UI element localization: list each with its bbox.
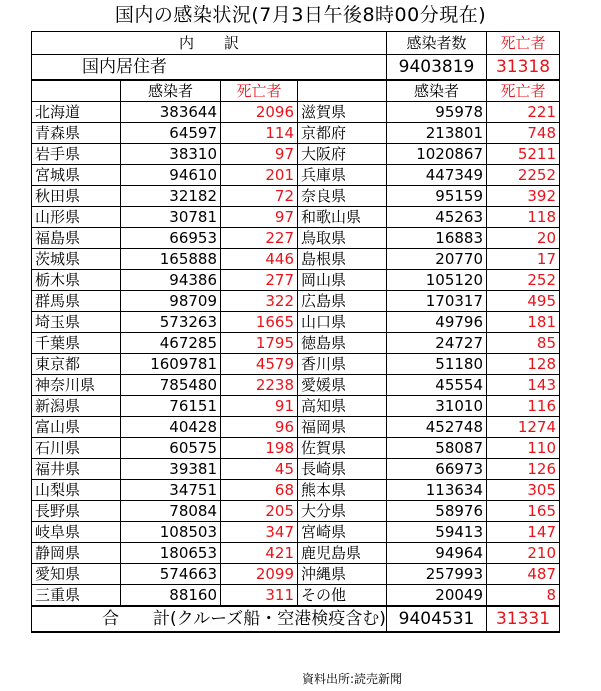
infected-count: 94610 — [121, 165, 221, 186]
prefecture-name: 岩手県 — [32, 144, 121, 165]
prefecture-name: 静岡県 — [32, 543, 121, 564]
death-count: 126 — [487, 459, 560, 480]
death-count: 1665 — [221, 312, 298, 333]
death-count: 487 — [487, 564, 560, 585]
death-count: 147 — [487, 522, 560, 543]
prefecture-name: 富山県 — [32, 417, 121, 438]
infected-count: 1020867 — [387, 144, 487, 165]
infected-count-header: 感染者数 — [387, 32, 487, 55]
table-row — [32, 564, 560, 585]
infected-count: 447349 — [387, 165, 487, 186]
prefecture-name: 秋田県 — [32, 186, 121, 207]
prefecture-name: 福岡県 — [298, 417, 387, 438]
death-count: 8 — [487, 585, 560, 607]
residents-infected: 9403819 — [387, 55, 487, 81]
prefecture-name: 山口県 — [298, 312, 387, 333]
infected-count: 31010 — [387, 396, 487, 417]
prefecture-name: 新潟県 — [32, 396, 121, 417]
infected-count: 45554 — [387, 375, 487, 396]
prefecture-name: 栃木県 — [32, 270, 121, 291]
infected-count: 94964 — [387, 543, 487, 564]
prefecture-name: 東京都 — [32, 354, 121, 375]
death-count: 96 — [221, 417, 298, 438]
death-count: 97 — [221, 207, 298, 228]
prefecture-name: その他 — [298, 585, 387, 607]
death-count: 20 — [487, 228, 560, 249]
prefecture-name: 石川県 — [32, 438, 121, 459]
infected-count: 24727 — [387, 333, 487, 354]
prefecture-name: 宮崎県 — [298, 522, 387, 543]
prefecture-name: 千葉県 — [32, 333, 121, 354]
total-section — [32, 606, 560, 632]
prefecture-name: 埼玉県 — [32, 312, 121, 333]
infected-count: 66953 — [121, 228, 221, 249]
death-count: 116 — [487, 396, 560, 417]
death-count: 311 — [221, 585, 298, 607]
death-count: 392 — [487, 186, 560, 207]
infection-table-body — [32, 32, 560, 607]
death-count: 4579 — [221, 354, 298, 375]
infected-count: 108503 — [121, 522, 221, 543]
death-count: 97 — [221, 144, 298, 165]
prefecture-name: 滋賀県 — [298, 102, 387, 123]
infected-count: 49796 — [387, 312, 487, 333]
prefecture-name: 長野県 — [32, 501, 121, 522]
death-count: 181 — [487, 312, 560, 333]
death-count: 1795 — [221, 333, 298, 354]
table-row — [32, 585, 560, 607]
header-row-breakdown — [32, 32, 560, 55]
death-count: 91 — [221, 396, 298, 417]
prefecture-name: 福井県 — [32, 459, 121, 480]
infected-count: 467285 — [121, 333, 221, 354]
infected-count: 20770 — [387, 249, 487, 270]
table-row — [32, 396, 560, 417]
death-count: 748 — [487, 123, 560, 144]
col-deaths-left: 死亡者 — [221, 80, 298, 102]
prefecture-name: 高知県 — [298, 396, 387, 417]
table-row — [32, 228, 560, 249]
death-count: 45 — [221, 459, 298, 480]
total-infected: 9404531 — [387, 606, 487, 632]
infected-count: 98709 — [121, 291, 221, 312]
infected-count: 94386 — [121, 270, 221, 291]
infected-count: 32182 — [121, 186, 221, 207]
prefecture-name: 島根県 — [298, 249, 387, 270]
infected-count: 58087 — [387, 438, 487, 459]
total-deaths: 31331 — [487, 606, 560, 632]
table-row — [32, 165, 560, 186]
death-count: 68 — [221, 480, 298, 501]
table-row — [32, 333, 560, 354]
death-count: 201 — [221, 165, 298, 186]
death-count: 305 — [487, 480, 560, 501]
death-count: 421 — [221, 543, 298, 564]
table-row — [32, 354, 560, 375]
total-row — [32, 606, 560, 632]
col-infected-left: 感染者 — [121, 80, 221, 102]
death-count: 128 — [487, 354, 560, 375]
death-count: 198 — [221, 438, 298, 459]
death-count: 2238 — [221, 375, 298, 396]
prefecture-name: 鳥取県 — [298, 228, 387, 249]
death-count: 5211 — [487, 144, 560, 165]
death-count: 85 — [487, 333, 560, 354]
death-count: 252 — [487, 270, 560, 291]
infected-count: 20049 — [387, 585, 487, 607]
infected-count: 785480 — [121, 375, 221, 396]
infected-count: 66973 — [387, 459, 487, 480]
infected-count: 257993 — [387, 564, 487, 585]
table-row — [32, 291, 560, 312]
prefecture-name: 佐賀県 — [298, 438, 387, 459]
prefecture-name: 大分県 — [298, 501, 387, 522]
death-count: 165 — [487, 501, 560, 522]
death-count: 205 — [221, 501, 298, 522]
prefecture-name: 愛知県 — [32, 564, 121, 585]
table-row — [32, 144, 560, 165]
table-row — [32, 186, 560, 207]
infected-count: 78084 — [121, 501, 221, 522]
prefecture-name: 広島県 — [298, 291, 387, 312]
column-header-row — [32, 80, 560, 102]
infected-count: 213801 — [387, 123, 487, 144]
residents-row — [32, 55, 560, 81]
table-row — [32, 522, 560, 543]
death-count: 114 — [221, 123, 298, 144]
death-count: 210 — [487, 543, 560, 564]
table-row — [32, 480, 560, 501]
prefecture-name: 群馬県 — [32, 291, 121, 312]
infected-count: 64597 — [121, 123, 221, 144]
death-count: 143 — [487, 375, 560, 396]
prefecture-name: 宮城県 — [32, 165, 121, 186]
infected-count: 383644 — [121, 102, 221, 123]
death-count: 1274 — [487, 417, 560, 438]
death-count: 2252 — [487, 165, 560, 186]
table-row — [32, 459, 560, 480]
infected-count: 40428 — [121, 417, 221, 438]
death-count: 221 — [487, 102, 560, 123]
prefecture-name: 岐阜県 — [32, 522, 121, 543]
prefecture-name: 山梨県 — [32, 480, 121, 501]
infected-count: 45263 — [387, 207, 487, 228]
infected-count: 95978 — [387, 102, 487, 123]
death-count: 322 — [221, 291, 298, 312]
infected-count: 38310 — [121, 144, 221, 165]
table-row — [32, 207, 560, 228]
prefecture-name: 岡山県 — [298, 270, 387, 291]
infected-count: 1609781 — [121, 354, 221, 375]
prefecture-name: 徳島県 — [298, 333, 387, 354]
infected-count: 180653 — [121, 543, 221, 564]
page-title: 国内の感染状況(7月3日午後8時00分現在) — [114, 4, 487, 26]
death-count: 446 — [221, 249, 298, 270]
table-row — [32, 417, 560, 438]
col-infected-right: 感染者 — [387, 80, 487, 102]
prefecture-name: 福島県 — [32, 228, 121, 249]
prefecture-name: 香川県 — [298, 354, 387, 375]
infected-count: 95159 — [387, 186, 487, 207]
prefecture-name: 山形県 — [32, 207, 121, 228]
prefecture-name: 京都府 — [298, 123, 387, 144]
infected-count: 573263 — [121, 312, 221, 333]
infected-count: 452748 — [387, 417, 487, 438]
table-row — [32, 249, 560, 270]
infected-count: 574663 — [121, 564, 221, 585]
death-count: 277 — [221, 270, 298, 291]
col-deaths-right: 死亡者 — [487, 80, 560, 102]
prefecture-name: 兵庫県 — [298, 165, 387, 186]
prefecture-name: 茨城県 — [32, 249, 121, 270]
total-label: 合 計(クルーズ船・空港検疫含む) — [32, 606, 387, 632]
table-row — [32, 102, 560, 123]
prefecture-name: 三重県 — [32, 585, 121, 607]
infected-count: 165888 — [121, 249, 221, 270]
prefecture-name: 沖縄県 — [298, 564, 387, 585]
infected-count: 30781 — [121, 207, 221, 228]
table-row — [32, 270, 560, 291]
infected-count: 34751 — [121, 480, 221, 501]
prefecture-name: 熊本県 — [298, 480, 387, 501]
table-row — [32, 501, 560, 522]
infected-count: 105120 — [387, 270, 487, 291]
table-row — [32, 543, 560, 564]
breakdown-header: 内 訳 — [32, 32, 387, 55]
prefecture-name: 鹿児島県 — [298, 543, 387, 564]
infected-count: 59413 — [387, 522, 487, 543]
infected-count: 16883 — [387, 228, 487, 249]
death-count: 495 — [487, 291, 560, 312]
death-count: 2096 — [221, 102, 298, 123]
prefecture-name: 神奈川県 — [32, 375, 121, 396]
table-row — [32, 312, 560, 333]
table-row — [32, 438, 560, 459]
infected-count: 170317 — [387, 291, 487, 312]
prefecture-name: 北海道 — [32, 102, 121, 123]
residents-deaths: 31318 — [487, 55, 560, 81]
death-count: 118 — [487, 207, 560, 228]
prefecture-name: 奈良県 — [298, 186, 387, 207]
prefecture-name: 長崎県 — [298, 459, 387, 480]
death-count: 2099 — [221, 564, 298, 585]
table-row — [32, 375, 560, 396]
infection-table — [31, 31, 560, 633]
infected-count: 51180 — [387, 354, 487, 375]
residents-label: 国内居住者 — [32, 55, 387, 81]
death-count: 17 — [487, 249, 560, 270]
infected-count: 60575 — [121, 438, 221, 459]
death-count: 110 — [487, 438, 560, 459]
infected-count: 88160 — [121, 585, 221, 607]
infected-count: 39381 — [121, 459, 221, 480]
infected-count: 113634 — [387, 480, 487, 501]
infected-count: 58976 — [387, 501, 487, 522]
table-row — [32, 123, 560, 144]
prefecture-name: 大阪府 — [298, 144, 387, 165]
prefecture-name: 青森県 — [32, 123, 121, 144]
death-count: 72 — [221, 186, 298, 207]
prefecture-name: 和歌山県 — [298, 207, 387, 228]
deaths-header: 死亡者 — [487, 32, 560, 55]
source-note: 資料出所:読売新聞 — [302, 672, 403, 686]
infected-count: 76151 — [121, 396, 221, 417]
prefecture-name: 愛媛県 — [298, 375, 387, 396]
death-count: 227 — [221, 228, 298, 249]
death-count: 347 — [221, 522, 298, 543]
